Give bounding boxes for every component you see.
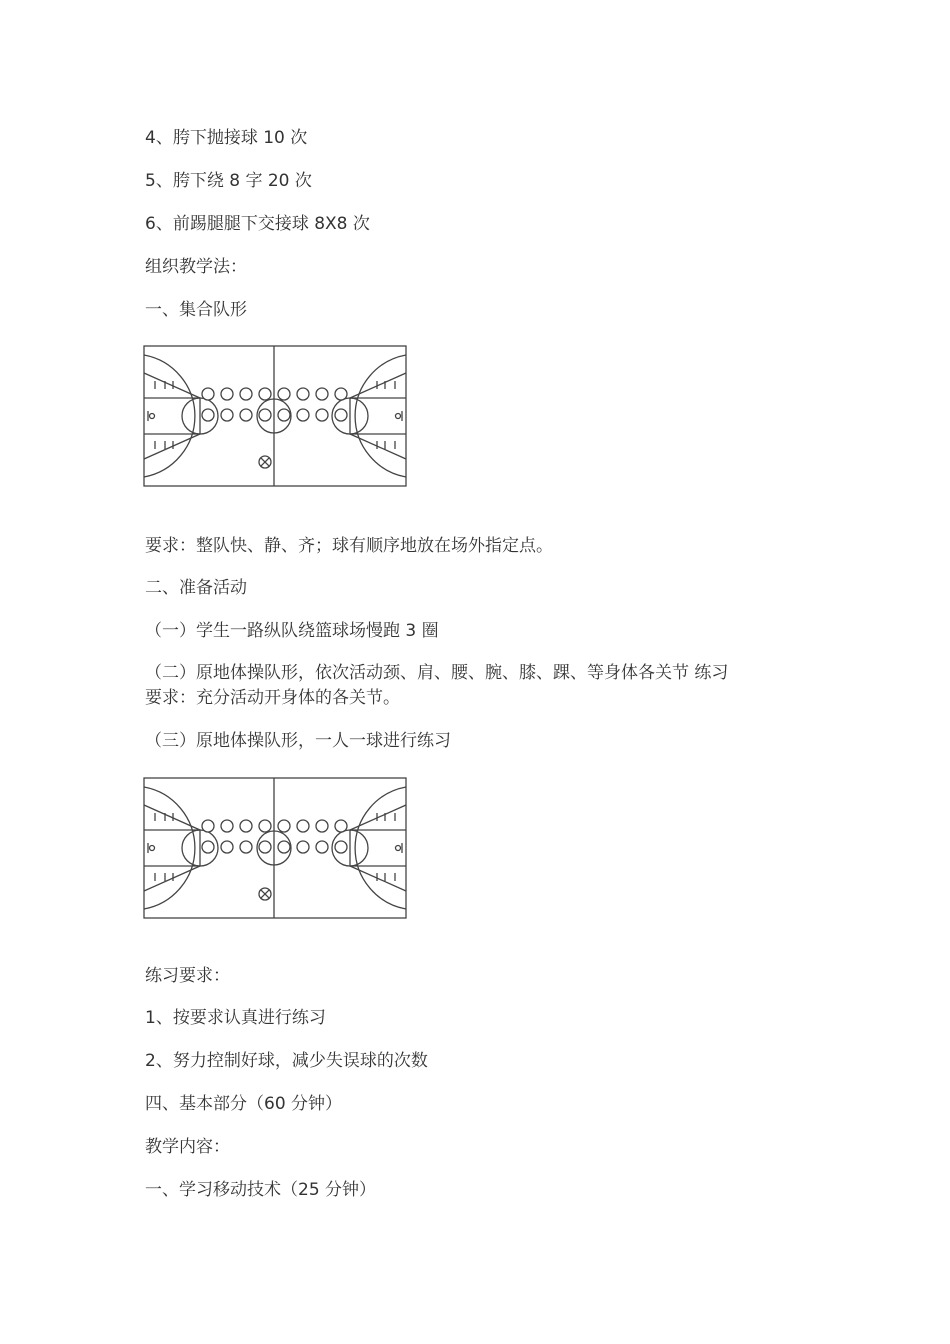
content-heading: 教学内容：: [145, 1137, 230, 1157]
teacher-circled-x-icon: [259, 888, 271, 900]
right-lane-line-top: [350, 373, 406, 398]
student-circle-icon: [335, 409, 347, 421]
teacher-circled-x-icon: [259, 456, 271, 468]
practice-item-2: 2、努力控制好球，减少失误球的次数: [145, 1051, 428, 1071]
content-item-1: 一、学习移动技术（25 分钟）: [145, 1180, 377, 1200]
student-circle-icon: [221, 820, 233, 832]
court-boundary: [144, 778, 406, 918]
student-circle-icon: [316, 388, 328, 400]
warmup-item-2-req: 要求：充分活动开身体的各关节。: [145, 688, 400, 708]
student-circle-icon: [202, 820, 214, 832]
student-circle-icon: [335, 841, 347, 853]
formation-heading: 一、集合队形: [145, 300, 247, 320]
student-circle-icon: [259, 841, 271, 853]
right-lane-line-bottom: [350, 434, 406, 459]
right-three-point-arc: [355, 355, 406, 477]
student-circle-icon: [221, 841, 233, 853]
left-basket-icon: [150, 414, 155, 419]
student-circle-icon: [202, 409, 214, 421]
left-lane-line-bottom: [144, 866, 200, 891]
left-lane-line-bottom: [144, 434, 200, 459]
student-circle-icon: [240, 388, 252, 400]
right-key: [350, 830, 406, 866]
warmup-item-2: （二）原地体操队形，依次活动颈、肩、腰、腕、膝、踝、等身体各关节 练习: [145, 663, 729, 683]
left-basket-icon: [150, 846, 155, 851]
court-diagram-2: [143, 777, 407, 919]
right-three-point-arc: [355, 787, 406, 909]
left-lane-line-top: [144, 805, 200, 830]
left-key: [144, 830, 200, 866]
student-circle-icon: [316, 409, 328, 421]
warmup-item-3: （三）原地体操队形，一人一球进行练习: [145, 731, 451, 751]
court-diagram-1: [143, 345, 407, 487]
court-boundary: [144, 346, 406, 486]
student-circle-icon: [202, 841, 214, 853]
student-circle-icon: [240, 841, 252, 853]
student-circle-icon: [316, 841, 328, 853]
main-part-heading: 四、基本部分（60 分钟）: [145, 1094, 343, 1114]
student-circle-icon: [259, 409, 271, 421]
student-circle-icon: [297, 409, 309, 421]
item-4: 4、胯下抛接球 10 次: [145, 128, 308, 148]
left-three-point-arc: [144, 355, 195, 477]
student-circle-icon: [259, 820, 271, 832]
student-circle-icon: [259, 388, 271, 400]
student-circle-icon: [202, 388, 214, 400]
item-6: 6、前踢腿腿下交接球 8X8 次: [145, 214, 370, 234]
section-heading: 组织教学法：: [145, 257, 247, 277]
student-circle-icon: [278, 388, 290, 400]
student-circle-icon: [316, 820, 328, 832]
student-circle-icon: [221, 409, 233, 421]
student-circle-icon: [335, 820, 347, 832]
practice-heading: 练习要求：: [145, 966, 230, 986]
student-circle-icon: [297, 820, 309, 832]
student-circle-icon: [335, 388, 347, 400]
student-circle-icon: [278, 409, 290, 421]
item-5: 5、胯下绕 8 字 20 次: [145, 171, 312, 191]
right-lane-line-bottom: [350, 866, 406, 891]
left-key: [144, 398, 200, 434]
warmup-item-1: （一）学生一路纵队绕篮球场慢跑 3 圈: [145, 621, 439, 641]
right-key: [350, 398, 406, 434]
right-basket-icon: [396, 846, 401, 851]
right-lane-line-top: [350, 805, 406, 830]
warmup-heading: 二、准备活动: [145, 578, 247, 598]
left-lane-line-top: [144, 373, 200, 398]
right-basket-icon: [396, 414, 401, 419]
student-circle-icon: [240, 409, 252, 421]
student-circle-icon: [278, 841, 290, 853]
student-circle-icon: [240, 820, 252, 832]
requirement-text: 要求：整队快、静、齐；球有顺序地放在场外指定点。: [145, 536, 553, 556]
student-circle-icon: [297, 388, 309, 400]
student-circle-icon: [221, 388, 233, 400]
student-circle-icon: [297, 841, 309, 853]
practice-item-1: 1、按要求认真进行练习: [145, 1008, 326, 1028]
left-three-point-arc: [144, 787, 195, 909]
student-circle-icon: [278, 820, 290, 832]
